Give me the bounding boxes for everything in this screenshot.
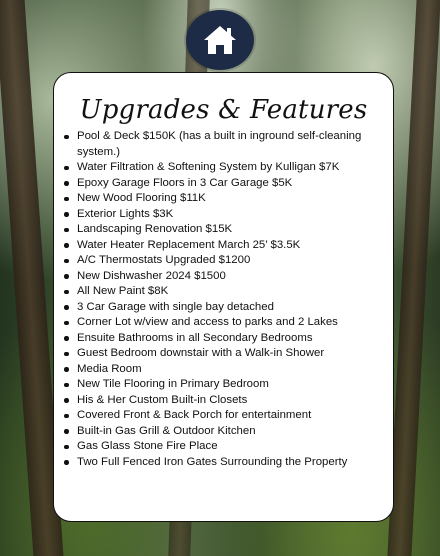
list-item: Pool & Deck $150K (has a built in inground self-cleaning system.) [64, 129, 385, 160]
background-tree-trunk [387, 0, 440, 556]
list-item: Covered Front & Back Porch for entertainment [64, 408, 385, 424]
card-title: Upgrades & Features [79, 95, 368, 125]
list-item: Exterior Lights $3K [64, 207, 385, 223]
home-badge [186, 10, 254, 70]
list-item: Water Filtration & Softening System by Kulligan $7K [64, 160, 385, 176]
list-item: His & Her Custom Built-in Closets [64, 393, 385, 409]
list-item: Epoxy Garage Floors in 3 Car Garage $5K [64, 176, 385, 192]
list-item: Guest Bedroom downstair with a Walk-in Shower [64, 346, 385, 362]
list-item: Media Room [64, 362, 385, 378]
list-item: Ensuite Bathrooms in all Secondary Bedrooms [64, 331, 385, 347]
list-item: Built-in Gas Grill & Outdoor Kitchen [64, 424, 385, 440]
list-item: New Tile Flooring in Primary Bedroom [64, 377, 385, 393]
list-item: A/C Thermostats Upgraded $1200 [64, 253, 385, 269]
list-item: Landscaping Renovation $15K [64, 222, 385, 238]
list-item: Corner Lot w/view and access to parks and 2 Lakes [64, 315, 385, 331]
list-item: Two Full Fenced Iron Gates Surrounding the Property [64, 455, 385, 471]
list-item: New Dishwasher 2024 $1500 [64, 269, 385, 285]
list-item: All New Paint $8K [64, 284, 385, 300]
list-item: Gas Glass Stone Fire Place [64, 439, 385, 455]
list-item: New Wood Flooring $11K [64, 191, 385, 207]
feature-list [64, 129, 385, 470]
list-item: 3 Car Garage with single bay detached [64, 300, 385, 316]
home-icon [201, 23, 239, 57]
features-card [53, 72, 394, 522]
list-item: Water Heater Replacement March 25’ $3.5K [64, 238, 385, 254]
